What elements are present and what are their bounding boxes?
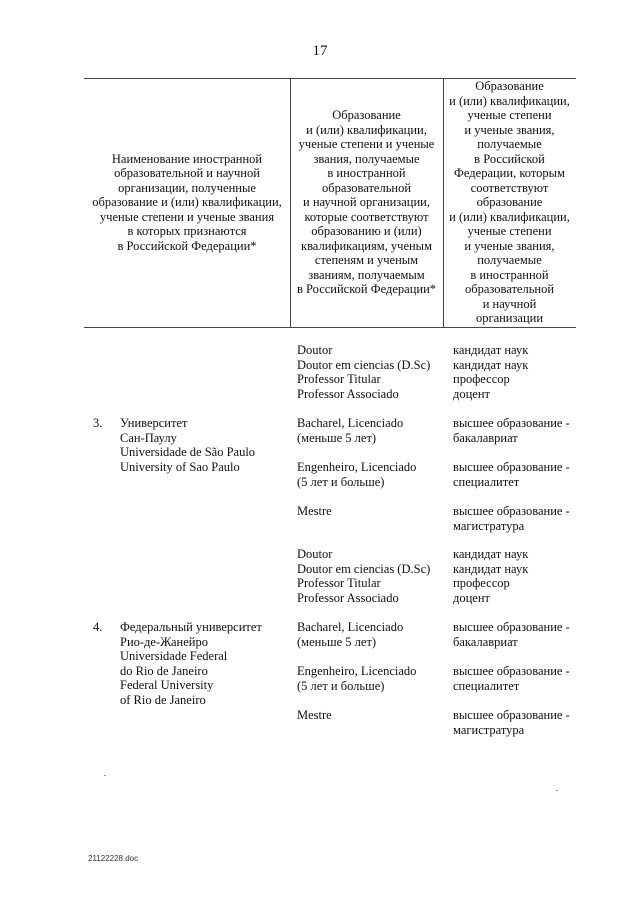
foreign-degree-line: Professor Associado: [297, 386, 399, 401]
foreign-degree-cell: [297, 708, 332, 723]
russian-degree-line: высшее образование -: [453, 504, 570, 518]
organization-line: Federal University: [120, 678, 214, 692]
organization-name: [120, 416, 255, 474]
header-col2-line: степеням и ученым: [314, 253, 419, 268]
page-number: 17: [312, 43, 328, 59]
organization-line: Рио-де-Жанейро: [120, 634, 208, 649]
scan-speck: [556, 790, 558, 791]
foreign-degree-line: Mestre: [297, 708, 332, 722]
header-col3-line: ученые степени: [467, 224, 552, 239]
russian-degree-line: кандидат наук: [453, 343, 529, 357]
row-number: 4.: [93, 620, 103, 634]
header-col3-line: и ученые звания,: [464, 122, 555, 137]
header-col2-line: и (или) квалификации,: [306, 122, 427, 137]
header-col3-line: и научной: [482, 296, 537, 311]
russian-degree-cell: [453, 547, 528, 605]
foreign-degree-line: (меньше 5 лет): [297, 634, 377, 649]
header-col3-line: получаемые: [477, 137, 542, 152]
header-col3: [443, 78, 576, 327]
header-col3-line: и ученые звания,: [464, 238, 555, 253]
russian-degree-line: специалитет: [453, 474, 520, 489]
header-col2-line: и научной организации,: [303, 195, 430, 210]
foreign-degree-line: Doutor em ciencias (D.Sc): [297, 357, 431, 372]
russian-degree-cell: [453, 416, 570, 445]
russian-degree-line: кандидат наук: [453, 547, 529, 561]
header-col2-line: ученые степени и ученые: [298, 137, 435, 152]
header-col3-line: соответствуют: [470, 180, 549, 195]
russian-degree-line: бакалавриат: [453, 634, 518, 649]
russian-degree-cell: [453, 460, 570, 489]
header-col3-line: ученые степени: [467, 108, 552, 123]
foreign-degree-line: Mestre: [297, 504, 332, 518]
header-col2-line: званиям, получаемым: [308, 267, 425, 282]
russian-degree-line: кандидат наук: [453, 561, 529, 576]
foreign-degree-cell: [297, 547, 430, 605]
foreign-degree-line: Professor Associado: [297, 590, 399, 605]
header-col3-line: в иностранной: [470, 267, 549, 282]
foreign-degree-line: Doutor: [297, 343, 333, 357]
header-col1-line: организации, полученные: [118, 180, 256, 195]
row-number: 3.: [93, 416, 103, 430]
russian-degree-line: доцент: [453, 386, 490, 401]
russian-degree-line: высшее образование -: [453, 708, 570, 722]
foreign-degree-line: Bacharel, Licenciado: [297, 620, 404, 634]
russian-degree-line: доцент: [453, 590, 490, 605]
header-col1-line: в которых признаются: [127, 224, 247, 239]
header-col2-line: которые соответствуют: [304, 209, 429, 224]
header-col1-line: Наименование иностранной: [111, 151, 263, 166]
header-col2-line: в иностранной: [327, 166, 406, 181]
document-filename: 21122228.doc: [88, 854, 139, 863]
organization-line: do Rio de Janeiro: [120, 663, 208, 678]
russian-degree-line: профессор: [453, 576, 510, 590]
russian-degree-cell: [453, 620, 570, 649]
foreign-degree-line: (меньше 5 лет): [297, 430, 377, 445]
header-col3-line: образовательной: [464, 282, 555, 297]
header-col3-line: образование: [476, 195, 543, 210]
foreign-degree-line: Doutor: [297, 547, 333, 561]
russian-degree-line: магистратура: [453, 722, 525, 737]
organization-line: of Rio de Janeiro: [120, 692, 206, 707]
russian-degree-cell: [453, 708, 570, 737]
header-col3-line: и (или) квалификации,: [449, 209, 570, 224]
russian-degree-line: специалитет: [453, 678, 520, 693]
scan-speck: [104, 775, 106, 776]
foreign-degree-cell: [297, 343, 430, 401]
header-col2-line: в Российской Федерации*: [296, 282, 437, 297]
russian-degree-cell: [453, 343, 528, 401]
russian-degree-line: высшее образование -: [453, 416, 570, 430]
header-col1: [84, 78, 290, 327]
header-col3-line: и (или) квалификации,: [449, 93, 570, 108]
russian-degree-line: высшее образование -: [453, 664, 570, 678]
foreign-degree-line: Engenheiro, Licenciado: [297, 460, 417, 474]
foreign-degree-line: (5 лет и больше): [297, 678, 385, 693]
organization-name: [120, 620, 262, 707]
foreign-degree-line: Doutor em ciencias (D.Sc): [297, 561, 431, 576]
header-col3-line: организации: [475, 311, 544, 326]
header-col1-line: в Российской Федерации*: [117, 238, 257, 253]
foreign-degree-cell: [297, 620, 403, 649]
russian-degree-line: кандидат наук: [453, 357, 529, 372]
organization-line: Федеральный университет: [120, 620, 262, 634]
header-col3-line: Федерации, которым: [454, 166, 565, 181]
header-col2-line: образованию и (или): [311, 224, 422, 239]
foreign-degree-line: Professor Titular: [297, 372, 381, 386]
table-header-bottom-rule: [84, 327, 576, 328]
organization-line: Universidade de São Paulo: [120, 445, 256, 459]
foreign-degree-cell: [297, 664, 416, 693]
foreign-degree-cell: [297, 460, 416, 489]
russian-degree-line: магистратура: [453, 518, 525, 533]
header-col2-line: образовательной: [321, 180, 412, 195]
header-col3-line: получаемые: [477, 253, 542, 268]
header-col3-line: в Российской: [474, 151, 545, 166]
header-col1-line: образование и (или) квалификации,: [92, 195, 282, 210]
foreign-degree-line: (5 лет и больше): [297, 474, 385, 489]
organization-line: Universidade Federal: [120, 649, 228, 663]
foreign-degree-line: Bacharel, Licenciado: [297, 416, 404, 430]
foreign-degree-line: Engenheiro, Licenciado: [297, 664, 417, 678]
header-col2-line: звания, получаемые: [313, 151, 420, 166]
organization-line: University of Sao Paulo: [120, 459, 240, 474]
foreign-degree-cell: [297, 416, 403, 445]
russian-degree-cell: [453, 664, 570, 693]
organization-line: Сан-Паулу: [120, 430, 177, 445]
header-col3-line: Образование: [475, 79, 544, 94]
foreign-degree-line: Professor Titular: [297, 576, 381, 590]
russian-degree-line: бакалавриат: [453, 430, 518, 445]
header-col1-line: образовательной и научной: [114, 166, 260, 181]
header-col2-line: квалификациям, ученым: [301, 238, 432, 253]
russian-degree-line: профессор: [453, 372, 510, 386]
header-col2-line: Образование: [332, 108, 401, 123]
organization-line: Университет: [120, 416, 188, 430]
header-col2: [290, 78, 443, 327]
foreign-degree-cell: [297, 504, 332, 519]
russian-degree-cell: [453, 504, 570, 533]
header-col1-line: ученые степени и ученые звания: [99, 209, 275, 224]
russian-degree-line: высшее образование -: [453, 620, 570, 634]
russian-degree-line: высшее образование -: [453, 460, 570, 474]
